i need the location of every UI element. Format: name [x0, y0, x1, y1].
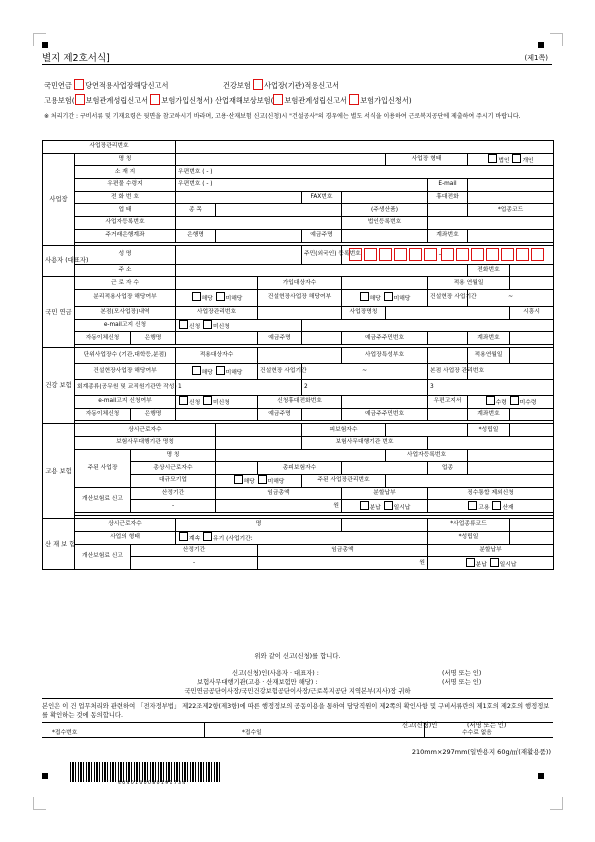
section-label: 산 재 보 험 — [43, 519, 75, 570]
field[interactable] — [428, 437, 554, 450]
signature-block: 위와 같이 신고(신청)를 합니다. 신고(신청)인(사용자 · 대표자) : (서명 또는 인) 보험사무대행기관(고용 · 산재보험만 해당) : (서명 또는 인) 국민연금공단이사장/국민건강보험공단이사장/근로복지공단 지역본부(지사)장 귀하 본인은 이 건 업무처리와 관련하여 「전자정부법」 제22조제2항(제3항)에 따른 행정정보의 공동이용을 통하여 담당직원이 제2쪽의 확인사항 및 구비서류란의 제1호의 제2호의 행정정보를 확인하는 것에 동의합니다. 신고(신청)인 (서명 또는 인) — [42, 647, 553, 729]
checkbox[interactable] — [75, 94, 85, 105]
field[interactable] — [302, 332, 342, 345]
field[interactable] — [216, 462, 258, 475]
field[interactable] — [176, 153, 386, 166]
field[interactable] — [342, 277, 428, 290]
label: 사업장관리번호 — [43, 141, 176, 154]
checkbox[interactable] — [488, 154, 497, 163]
field[interactable] — [510, 264, 554, 277]
crop-mark — [550, 33, 563, 46]
field[interactable] — [468, 229, 554, 242]
section-label: 사업장 — [43, 153, 75, 245]
field[interactable] — [386, 424, 468, 437]
field[interactable] — [216, 437, 302, 450]
field[interactable] — [510, 347, 554, 363]
field[interactable] — [510, 519, 554, 532]
field[interactable] — [176, 217, 342, 230]
application-form-table: 사업장관리번호 사업장 명 칭 사업장 형태 법인 개인 소 재 지 우편번호 ( - ) 우편물 수령지 우편번호 ( - ) E-mail 전 화 번 호 FAX번호 휴대전화 업 태 종 목 (주생산품) *업종코드 사업자등록번호 법인등록번호 주거래은행계좌 은행명 예금주명 계좌번호 사용자 (대표자) 성 명 주민(외국인) 등록번호 – 주 소 전화번호 국민 연금 근 로 자 수 가입대상자수 적용 연월일 분리적용사업장 해당여부 해당 미해당 건설현장사업장 해당여부 해당 미해당 건설현장 사업기간 ~ 본점(모사업장)내역 사업장관리번호 사업장명칭 시흥시 e-mail고지 신청 신청 미신청 자동이체신청 은행명 예금주명 예금주주민번호 계좌번호 건강 보험 단위사업장수 (기관,대학등,분점) 적용대상자수 사업장특성부호 적용연월일 건설현장사업장 해당여부 해당 미해당 건설현장 사업기간 ~ 본점 사업장 관리번호 회계종류(공무원 및 교직원기관만 작성) 1 2 3 e-mail고지 신청여부 신청 미신청 신청휴대전화번호 우편고지서 수령 미수령 자동이체신청 은행명 예금주명 예금주주민번호 계좌번호 고용 보험 상시근로자수 피보험자수 *성립일 보험사무대행기관 명칭 보험사무대행기관 번호 주된 사업장 명 칭 사업자등록번호 총상시근로자수 총피보험자수 업종 대규모기업 해당 미해당 주된 사업장관리번호 개산보험료 신고 산정기간 임금총액 분할납부 징수통합 제외신청 - 원 분납 일시납 고용 산재 산 재 보 험 상시근로자수 명 *사업종류코드 사업의 형태 계속 유기 (사업기간: *성립일 개산보험료 신고 산정기간 임금총액 분할납부 - 원 분납 일시납 — [42, 140, 554, 570]
instruction-note: ※ 처리기간 : 구비서류 및 기재요령은 뒷면을 참고하시기 바라며, 고용·산재보험 신고(신청)시 "건설공사"의 경우에는 별도 서식을 이용하여 근로복지공단에 제출하여 주시기 바랍니다. — [44, 113, 521, 120]
corner-mark — [538, 42, 544, 48]
form-title-line-1: 국민연금 당연적용사업장해당신고서 건강보험 사업장(기관)적용신고서 — [44, 81, 340, 90]
field[interactable] — [468, 449, 554, 462]
field[interactable] — [216, 229, 302, 242]
section-label: 건강 보험 — [43, 347, 75, 423]
field[interactable] — [258, 306, 342, 319]
checkbox[interactable] — [253, 79, 263, 90]
field[interactable] — [342, 191, 428, 204]
field[interactable] — [342, 462, 428, 475]
field[interactable] — [510, 408, 554, 421]
field[interactable] — [428, 332, 468, 345]
receipt-row: *접수번호 *접수일 수수료 없음 — [42, 722, 553, 738]
field[interactable] — [468, 191, 554, 204]
field[interactable] — [342, 395, 428, 408]
field[interactable] — [428, 204, 468, 217]
field[interactable] — [510, 531, 554, 544]
field[interactable] — [510, 332, 554, 345]
section-label: 고용 보험 — [43, 424, 75, 519]
field[interactable] — [176, 277, 258, 290]
field[interactable] — [258, 347, 342, 363]
field[interactable] — [302, 319, 554, 332]
field[interactable] — [216, 204, 342, 217]
field[interactable] — [386, 306, 510, 319]
field[interactable] — [428, 217, 554, 230]
form-number: 별지 제2호서식] — [42, 53, 110, 64]
top-rule — [42, 64, 552, 65]
checkbox[interactable] — [74, 79, 84, 90]
checkbox[interactable] — [349, 94, 359, 105]
barcode-number: 4 0 4 0 1 0 0 0 8 0 1 9 1 7 3 4 — [118, 781, 186, 786]
field[interactable] — [176, 408, 258, 421]
paper-size: 210mm×297mm(일반용지 60g/㎡(재활용품)) — [411, 748, 551, 756]
field[interactable] — [428, 347, 468, 363]
field[interactable] — [216, 424, 302, 437]
field[interactable] — [510, 277, 554, 290]
field[interactable] — [342, 519, 428, 532]
form-title-line-2: 고용보험( 보험관계성립신고서 보험가입신청서) 산업재해보상보험( 보험관계성립신고서 보험가입신청서) — [44, 96, 412, 105]
field[interactable] — [468, 179, 554, 192]
field[interactable] — [428, 408, 468, 421]
page-label: (제1쪽) — [524, 54, 548, 62]
field[interactable] — [176, 191, 302, 204]
field[interactable] — [386, 475, 554, 488]
barcode — [70, 762, 220, 782]
field[interactable] — [176, 332, 258, 345]
crop-mark — [33, 797, 46, 810]
crop-mark — [33, 33, 46, 46]
field[interactable] — [302, 408, 342, 421]
checkbox[interactable] — [512, 154, 521, 163]
field[interactable] — [176, 245, 302, 264]
corner-mark — [538, 773, 544, 779]
section-label: 사용자 (대표자) — [43, 245, 75, 277]
field[interactable] — [176, 141, 554, 154]
field[interactable] — [176, 264, 468, 277]
checkbox[interactable] — [150, 94, 160, 105]
field[interactable] — [342, 229, 428, 242]
rrn-boxes[interactable]: – — [342, 245, 554, 264]
field[interactable] — [510, 424, 554, 437]
field[interactable] — [216, 449, 386, 462]
checkbox[interactable] — [273, 94, 283, 105]
section-label: 국민 연금 — [43, 277, 75, 348]
crop-mark — [550, 797, 563, 810]
corner-mark — [42, 773, 48, 779]
field[interactable] — [468, 462, 554, 475]
